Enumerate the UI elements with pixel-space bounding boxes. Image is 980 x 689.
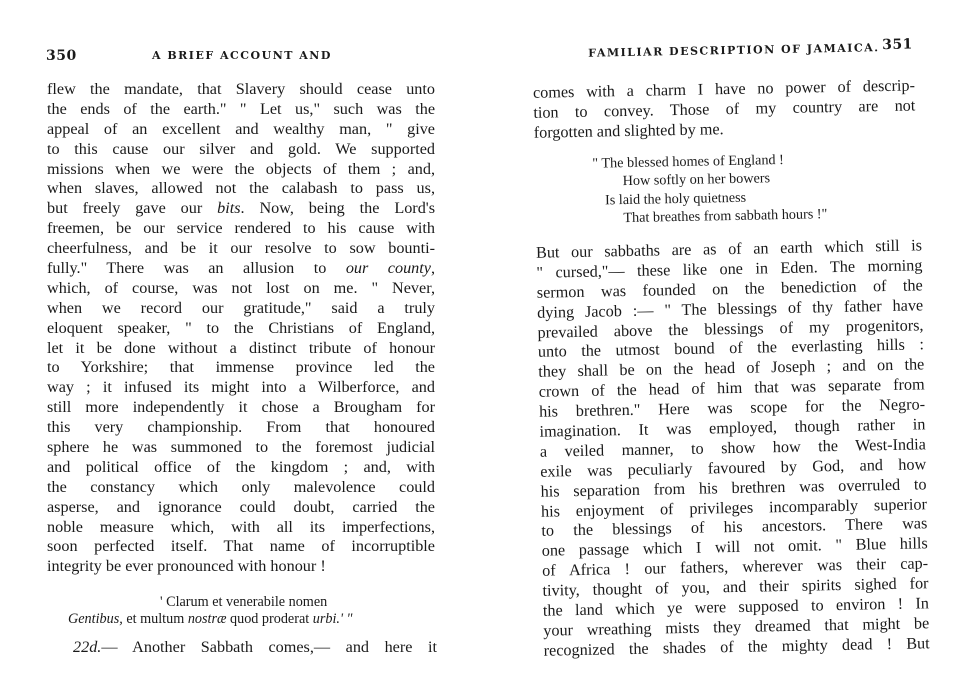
italic-word: bits [217, 199, 241, 218]
text-line: still more independently it chose a Brougham for [47, 398, 435, 417]
text-line: exile was peculiarly favoured by God, and how [540, 455, 927, 481]
text-line: " cursed,"— these like one in Eden. The morning [536, 256, 923, 282]
text-line: which, of course, was not lost on me. " Never, [47, 278, 435, 297]
text-line: dying Jacob :— " The blessings of thy father have [537, 296, 924, 322]
text-line: freemen, be our service rendered to his cause with [47, 219, 435, 238]
quote-fragment: et multum [122, 611, 188, 627]
text-line: tion to convey. Those of my country are not [533, 96, 916, 122]
text-line: to Yorkshire; that immense province led the [47, 358, 435, 377]
left-body-text [47, 80, 435, 577]
text-line: to this cause our silver and gold. We supported [47, 139, 435, 158]
text-line: the ends of the earth." " Let us," such was the [47, 99, 435, 118]
text-line: sermon was founded on the benediction of the [536, 276, 923, 302]
text-line: But our sabbaths are as of an earth which still is [535, 236, 923, 262]
text-line: eloquent speaker, " to the Christians of England, [47, 318, 435, 337]
text-line: forgotten and slighted by me. [533, 119, 724, 142]
text-line: of Africa ! our fathers, wherever was their cap- [541, 554, 929, 580]
quote-line: ' Clarum et venerabile nomen [160, 594, 328, 610]
text-line: your wreathing mists they dreamed that might be [543, 614, 930, 640]
text-line: recognized the shades of the mighty dead ! But [543, 634, 930, 660]
right-intro-text [533, 76, 916, 143]
right-body-text [536, 236, 930, 661]
date-label: 22d. [73, 638, 102, 656]
text-line: his enjoyment of privileges incomparably superior [540, 494, 928, 521]
text-line: to the blessings of his ancestors. There was [541, 514, 928, 541]
text-line: appeal of an excellent and wealthy man, " give [47, 119, 435, 138]
right-running-head: FAMILIAR DESCRIPTION OF JAMAICA. [588, 41, 880, 60]
text-line: sphere he was summoned to the foremost judicial [47, 438, 435, 457]
right-page [490, 0, 980, 684]
closing-text: — Another Sabbath comes,— and here it [101, 638, 437, 656]
text-line: unto the utmost bound of the everlasting hills : [537, 335, 925, 362]
closing-line [73, 638, 437, 658]
italic-word: our county [345, 259, 431, 278]
text-line: but freely gave our bits. Now, being the Lord's [47, 199, 436, 218]
text-line: the land which ye were supposed to environ ! In [542, 594, 930, 620]
quote-fragment: quod proderat [226, 611, 313, 627]
quote-fragment: nostræ [187, 611, 227, 627]
latin-quote [160, 593, 327, 611]
verse-line: How softly on her bowers [622, 170, 771, 190]
text-line: way ; it infused its might into a Wilberforce, and [47, 378, 435, 397]
text-line: and political office of the kingdom ; and, with [47, 457, 435, 476]
left-page [0, 0, 490, 684]
text-line: prevailed above the blessings of my progenitors, [537, 315, 924, 342]
verse-line: " The blessed homes of England ! [592, 151, 784, 172]
text-line: crown of the head of him that was separate from [538, 375, 925, 401]
text-line: a veiled manner, to show how the West-India [539, 435, 926, 461]
left-running-head: A BRIEF ACCOUNT AND [152, 49, 332, 62]
text-line: his separation from his brethren was overruled to [540, 474, 927, 501]
latin-quote-line-2 [68, 610, 353, 628]
right-page-number: 351 [881, 36, 914, 54]
text-line: integrity be ever pronounced with honour ! [47, 557, 326, 576]
text-line: noble measure which, with all its imperfections, [47, 517, 435, 536]
text-line: his brethren." Here was scope for the Negro- [538, 395, 926, 421]
text-line: this very championship. From that honoured [47, 418, 435, 437]
text-line: one passage which I will not omit. " Blue hills [541, 534, 928, 561]
text-line: cheerfulness, and be it our resolve to sow bounti- [47, 239, 435, 258]
text-line: imagination. It was employed, though rather in [539, 415, 926, 441]
text-line: fully." There was an allusion to our county, [47, 259, 435, 278]
text-line: they shall be on the head of Joseph ; and on the [538, 355, 925, 382]
verse-line: Is laid the holy quietness [604, 189, 747, 209]
text-line: flew the mandate, that Slavery should cease unto [47, 80, 435, 98]
text-line: when slaves, allowed not the calabash to pass us, [47, 179, 435, 198]
quote-fragment: urbi.' " [312, 611, 353, 627]
text-line: missions when we were the objects of them ; and, [47, 159, 435, 178]
quote-fragment: Gentibus, [68, 611, 123, 627]
text-line: let it be done without a distinct tribute of honour [47, 338, 435, 357]
text-line: asperse, and ignorance could doubt, carried the [47, 497, 435, 516]
verse-line: That breathes from sabbath hours !" [623, 206, 828, 226]
poem-verse [592, 150, 827, 228]
text-line: comes with a charm I have no power of descrip- [532, 76, 916, 102]
text-line: tivity, thought of you, and their spirits sighed for [542, 574, 929, 600]
text-line: when we record our gratitude," said a truly [47, 298, 435, 317]
text-line: soon perfected itself. That name of incorruptible [47, 537, 435, 556]
left-page-number: 350 [46, 48, 77, 64]
text-line: the constancy which only malevolence could [47, 477, 435, 496]
